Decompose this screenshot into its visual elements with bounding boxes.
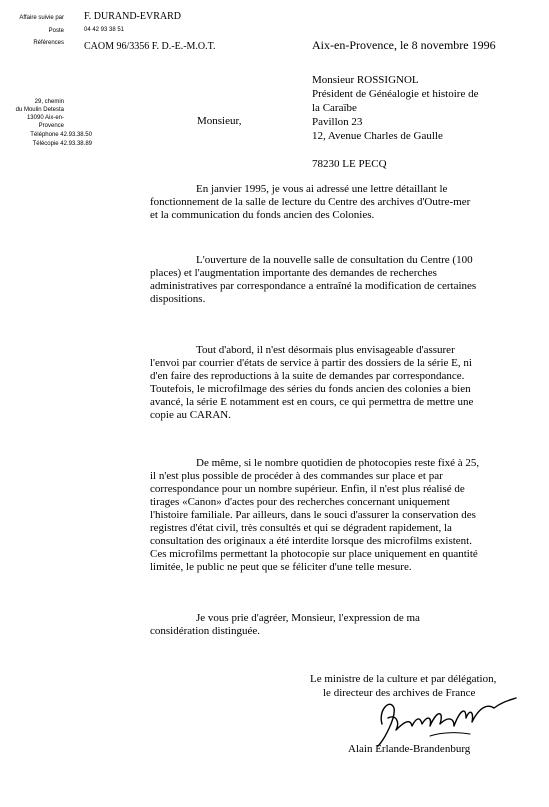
- recipient-line: 12, Avenue Charles de Gaulle: [312, 130, 443, 142]
- paragraph-line: limitée, le public ne peut que se féliciter d'une telle mesure.: [150, 561, 412, 573]
- paragraph-line: De même, si le nombre quotidien de photocopies reste fixé à 25,: [196, 457, 480, 469]
- paragraph-line: Je vous prie d'agréer, Monsieur, l'expression de ma: [196, 612, 420, 624]
- paragraph-line: dispositions.: [150, 293, 206, 305]
- recipient-address: [312, 73, 478, 171]
- signature-line: le directeur des archives de France: [323, 687, 476, 699]
- paragraph-line: copie au CARAN.: [150, 409, 231, 421]
- sender-label-references: Références: [33, 40, 64, 46]
- paragraph: [150, 254, 524, 306]
- handwritten-signature: [370, 688, 520, 750]
- recipient-line: Président de Généalogie et histoire de: [312, 88, 479, 100]
- paragraph-line: l'envoi par courrier d'états de service à partir des dossiers de la série E, ni: [150, 357, 472, 369]
- recipient-line: 78230 LE PECQ: [312, 158, 387, 170]
- sender-fax: Télécopie 42.93.38.89: [32, 141, 92, 147]
- sender-address-line: 29, chemin: [34, 99, 64, 105]
- sender-address: [4, 98, 64, 130]
- recipient-line: [312, 143, 478, 157]
- paragraph-line: Toutefois, le microfilmage des séries du fonds ancien des colonies a bien: [150, 383, 471, 395]
- signatory-name: Alain Erlande-Brandenburg: [348, 743, 471, 755]
- paragraph-line: l'histoire familiale. Par ailleurs, dans le souci d'assurer la conservation des: [150, 509, 476, 521]
- sender-phone: 04 42 93 38 51: [84, 27, 125, 33]
- sender-label-phone: Poste: [48, 28, 64, 34]
- paragraph: [150, 344, 524, 422]
- paragraph-line: consultation des originaux a été interdite lorsque des microfilms existent.: [150, 535, 472, 547]
- paragraph-line: administratives par correspondance a entraîné la modification de certaines: [150, 280, 477, 292]
- paragraph-line: Ces microfilms permettant la photocopie sur place uniquement en quantité: [150, 548, 478, 560]
- sender-label-case: Affaire suivie par: [19, 15, 64, 21]
- sender-address-line: 13090 Aix-en-Provence: [26, 115, 64, 129]
- paragraph-line: fonctionnement de la salle de lecture du Centre des archives d'Outre-mer: [150, 196, 471, 208]
- paragraph: [150, 183, 524, 222]
- sender-name: F. DURAND-EVRARD: [84, 11, 181, 22]
- paragraph-line: En janvier 1995, je vous ai adressé une lettre détaillant le: [196, 183, 448, 195]
- paragraph: [150, 457, 524, 574]
- sender-tel: Téléphone 42.93.38.50: [30, 132, 92, 138]
- paragraph-line: Tout d'abord, il n'est désormais plus envisageable d'assurer: [196, 344, 455, 356]
- signature-line: Le ministre de la culture et par délégation,: [310, 673, 497, 685]
- paragraph-line: registres d'état civil, très consultés et qui se dégradent rapidement, la: [150, 522, 452, 534]
- paragraph-line: avancé, la série E notamment est en cours, ce qui permettra de mettre une: [150, 396, 474, 408]
- salutation: Monsieur,: [197, 115, 242, 127]
- date-line: Aix-en-Provence, le 8 novembre 1996: [312, 38, 496, 52]
- paragraph-line: et la communication du fonds ancien des Colonies.: [150, 209, 375, 221]
- paragraph-line: tirages «Canon» d'actes pour des recherches concernant uniquement: [150, 496, 450, 508]
- recipient-line: Monsieur ROSSIGNOL: [312, 74, 419, 86]
- paragraph: [150, 612, 524, 638]
- sender-address-line: du Moulin Detesta: [15, 107, 64, 113]
- paragraph-line: d'en faire des reproductions à la suite de demandes par correspondance.: [150, 370, 465, 382]
- recipient-line: Pavillon 23: [312, 116, 363, 128]
- paragraph-line: considération distinguée.: [150, 625, 260, 637]
- paragraph-line: places) et l'augmentation importante des demandes de recherches: [150, 267, 437, 279]
- reference-line: CAOM 96/3356 F. D.-E.-M.O.T.: [84, 41, 216, 52]
- paragraph-line: correspondance pour un nombre supérieur. Enfin, il n'est plus réalisé de: [150, 483, 465, 495]
- paragraph-line: L'ouverture de la nouvelle salle de consultation du Centre (100: [196, 254, 473, 266]
- recipient-line: la Caraïbe: [312, 102, 357, 114]
- paragraph-line: il n'est plus possible de procéder à des commandes sur place et par: [150, 470, 443, 482]
